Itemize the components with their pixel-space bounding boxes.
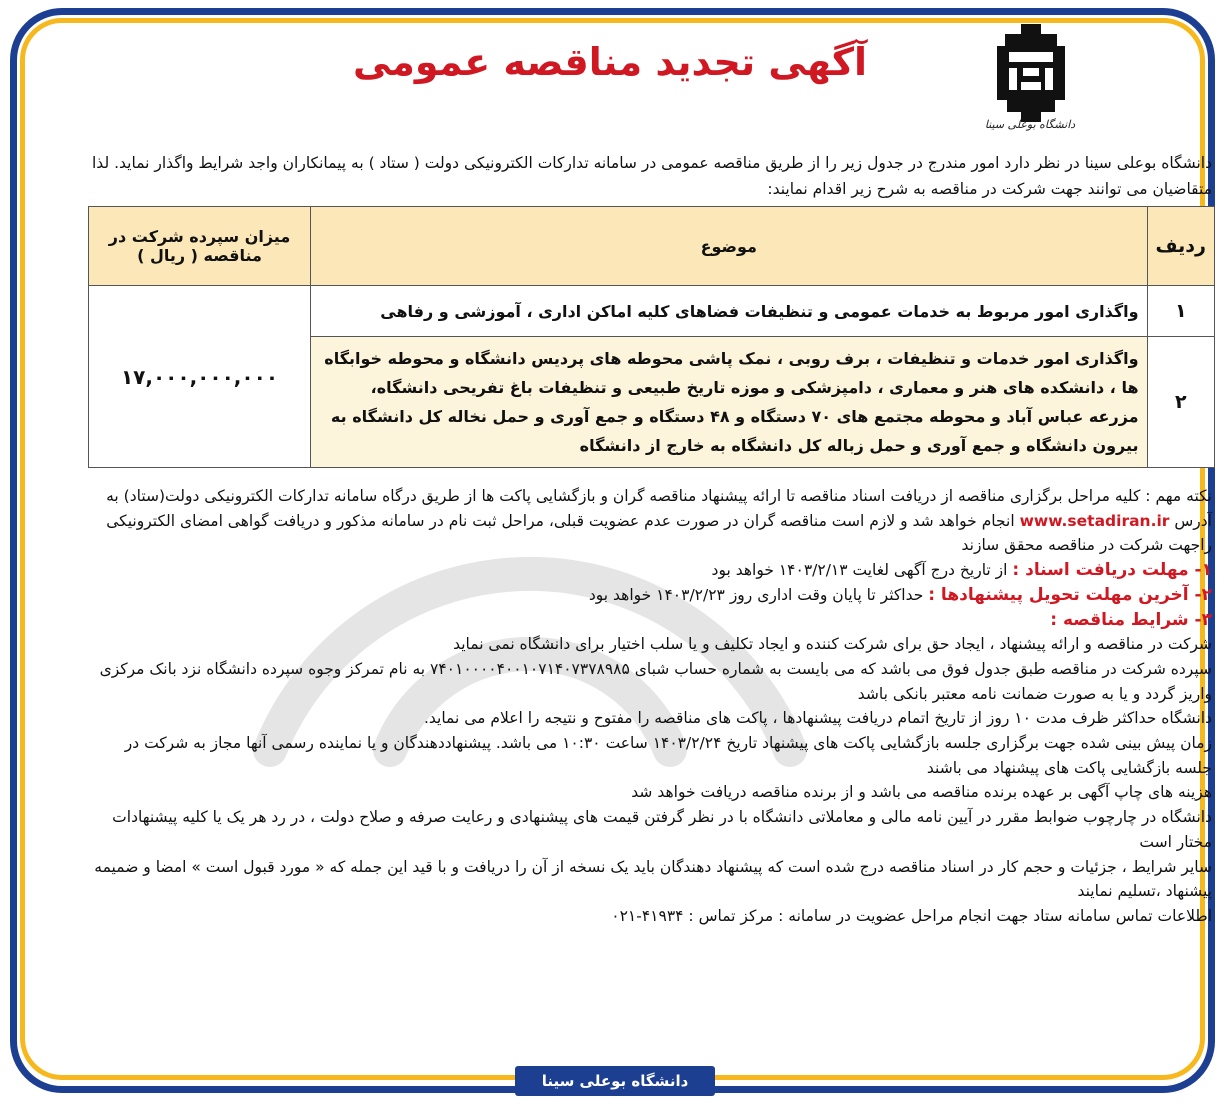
row-subject: واگذاری امور خدمات و تنظیفات ، برف روبی ، نمک پاشی محوطه های پردیس دانشگاه و محوطه خوابگاه ها ، دانشکده های هنر و معماری ، دامپزشکی و موزه تاریخ طبیعی و تنظیفات باغ تفریحی دانشگاه، مزرعه عباس آباد و محوطه مجتمع های ۷۰ دستگاه و ۴۸ دستگاه و جمع آوری و حمل نخاله کل دانشگاه به بیرون دانشگاه و جمع آوری و حمل زباله کل دانشگاه به خارج از دانشگاه <box>311 337 1148 468</box>
header-deposit: میزان سپرده شرکت در مناقصه ( ریال ) <box>89 207 311 286</box>
deadline-bids-text: حداکثر تا پایان وقت اداری روز ۱۴۰۳/۲/۲۳ خواهد بود <box>588 585 924 604</box>
intro-paragraph: دانشگاه بوعلی سینا در نظر دارد امور مندرج در جدول زیر را از طریق مناقصه عمومی در سامانه تدارکات الکترونیکی دولت ( ستاد ) به پیمانکاران واجد شرایط واگذار نماید. لذا متقاضیان می توانند جهت شرکت در مناقصه به شرح زیر اقدام نمایند: <box>92 154 1212 198</box>
header-subject: موضوع <box>311 207 1148 286</box>
header-row-number: ردیف <box>1147 207 1214 286</box>
row-number: ۱ <box>1147 286 1214 337</box>
important-note <box>88 484 1212 558</box>
table-header-row <box>89 207 1215 286</box>
row-subject: واگذاری امور مربوط به خدمات عمومی و تنظیفات فضاهای کلیه اماکن اداری ، آموزشی و رفاهی <box>311 286 1148 337</box>
condition-item: سپرده شرکت در مناقصه طبق جدول فوق می باشد که می بایست به شماره حساب شبای ۷۴۰۱۰۰۰۰۴۰۰۱۰۷۱۴۰۷۳۷۸۹۸۵ به نام تمرکز وجوه سپرده دانشگاه نزد بانک مرکزی واریز گردد و یا به صورت ضمانت نامه معتبر بانکی باشد <box>99 659 1212 703</box>
note-text-2: انجام خواهد شد و لازم است مناقصه گران در صورت عدم عضویت قبلی، مراحل ثبت نام در سامانه مذکور و دریافت گواهی امضای الکترونیکی راجهت شرکت در مناقصه محقق سازند <box>106 511 1212 555</box>
page-title: آگهی تجدید مناقصه عمومی <box>352 40 868 84</box>
note-text-1: نکته مهم : کلیه مراحل برگزاری مناقصه از دریافت اسناد مناقصه تا ارائه پیشنهاد مناقصه گران و بازگشایی پاکت ها از طریق درگاه سامانه تدارکات الکترونیکی دولت(ستاد) به آدرس <box>106 487 1212 530</box>
deadline-docs <box>88 558 1212 583</box>
condition-item: زمان پیش بینی شده جهت برگزاری جلسه بازگشایی پاکت های پیشنهاد تاریخ ۱۴۰۳/۲/۲۴ ساعت ۱۰:۳۰ می باشد. پیشنهاددهندگان و یا نماینده رسمی آنها مجاز به شرکت در جلسه بازگشایی پاکت های پیشنهاد می باشند <box>124 734 1212 777</box>
condition-item: شرکت در مناقصه و ارائه پیشنهاد ، ایجاد حق برای شرکت کننده و ایجاد تکلیف و یا سلب اختیار برای دانشگاه نمی نماید <box>453 635 1212 654</box>
condition-item: سایر شرایط ، جزئیات و حجم کار در اسناد مناقصه درج شده است که پیشنهاد دهندگان باید یک نسخه از آن را دریافت و با قید این جمله که « مورد قبول است » امضا و ضمیمه پیشنهاد ،تسلیم نمایند <box>94 857 1212 901</box>
conditions-heading: ۳- شرایط مناقصه : <box>1050 609 1212 630</box>
logo-caption: دانشگاه بوعلی سینا <box>984 118 1076 131</box>
row-number: ۲ <box>1147 337 1214 468</box>
condition-item: دانشگاه حداکثر ظرف مدت ۱۰ روز از تاریخ اتمام دریافت پیشنهادها ، پاکت های مناقصه را مفتوح و نتیجه را اعلام می نماید. <box>423 709 1212 728</box>
deadline-docs-label: ۱- مهلت دریافت اسناد : <box>1012 560 1212 581</box>
footer-label: دانشگاه بوعلی سینا <box>515 1066 715 1096</box>
deposit-amount: ۱۷,۰۰۰,۰۰۰,۰۰۰ <box>89 286 311 468</box>
condition-item: دانشگاه در چارچوب ضوابط مقرر در آیین نامه مالی و معاملاتی دانشگاه با در نظر گرفتن قیمت های پیشنهادی و رعایت صرفه و صلاح دولت ، در رد هر یک یا کلیه پیشنهادات مختار است <box>112 808 1212 851</box>
notice-body <box>88 484 1212 929</box>
deadline-bids-label: ۲- آخرین مهلت تحویل پیشنهادها : <box>928 584 1212 605</box>
setad-link[interactable]: www.setadiran.ir <box>1019 511 1170 530</box>
deadline-docs-text: از تاریخ درج آگهی لغایت ۱۴۰۳/۲/۱۳ خواهد بود <box>711 561 1008 580</box>
contact-info: اطلاعات تماس سامانه ستاد جهت انجام مراحل عضویت در سامانه : مرکز تماس : ۴۱۹۳۴-۰۲۱ <box>611 906 1212 925</box>
deadline-bids <box>88 583 1212 608</box>
condition-item: هزینه های چاپ آگهی بر عهده برنده مناقصه می باشد و از برنده مناقصه دریافت خواهد شد <box>631 783 1212 802</box>
table-row <box>89 286 1215 337</box>
tender-table <box>88 206 1215 468</box>
